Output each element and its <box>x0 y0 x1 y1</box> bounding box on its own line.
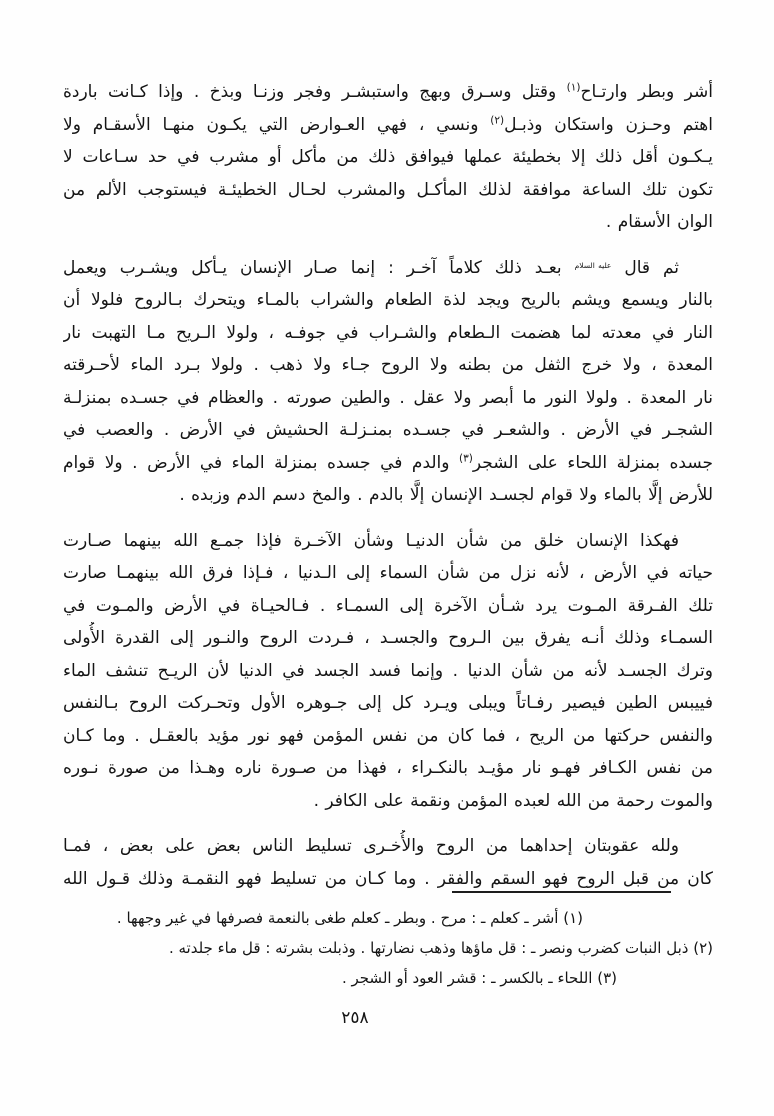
paragraph <box>63 76 713 239</box>
footnote-item: (٣) اللحاء ـ بالكسر ـ : قشر العود أو الشجر . <box>341 969 617 987</box>
paragraph <box>63 830 713 895</box>
page-number: ٢٥٨ <box>341 1008 369 1028</box>
text-line: بالنار ويسمع ويشم بالريح ويجد لذة الطعام والشراب بالمـاء ويتحرك بـالروح فلولا أن <box>63 290 713 310</box>
text-line: للأرض إلَّا بالماء ولا قوام لجسـد الإنسان إلَّا بالدم . والمخ دسم الدم وزبده . <box>179 485 713 505</box>
text-line: النار في معدته لما هضمت الـطعام والشـراب في جوفـه ، ولولا الـريح مـا التهبت نار <box>63 322 713 343</box>
text-line: حياته في الأرض ، لأنه نزل من شأن السماء إلى الـدنيا ، فـإذا فرق الله بينهمـا صارت <box>63 563 713 583</box>
footnotes <box>50 903 713 993</box>
text-line: الوان الأسقام . <box>605 212 713 232</box>
body-text <box>63 76 713 908</box>
footnote-reference: (٣) <box>459 451 473 464</box>
paragraph <box>63 252 713 512</box>
text-line: جسده بمنزلة اللحاء على الشجر$^{(٣)}$ والدم في جسده بمنزلة الماء في الأرض . ولا قوام <box>63 451 713 473</box>
text-line: وترك الجسـد لأنه من شأن الدنيا . وإنما فسد الجسد في الدنيا لأن الريـح تنشف الماء <box>63 660 713 681</box>
text-line: فييبس الطين فيصير رفـاتاً ويبلى ويـرد كل إلى جـوهره الأول وتحـركت الروح بـالنفس <box>63 693 713 713</box>
text-line: تلك الفـرقة المـوت يرد شـأن الآخرة إلى السمـاء . فـالحيـاة في الأرض والمـوت في <box>63 595 713 616</box>
text-line: أشر وبطر وارتـاح$^{(١)}$ وقتل وسـرق وبهج واستبشـر وفجر وزنـا وبذخ . وإذا كـانت باردة <box>63 81 713 102</box>
text-line: تكون تلك الساعة موافقة لذلك المأكـل والمشرب لحـال الخطيئـة فيستوجب الألم من <box>63 179 713 200</box>
footnote-item: (١) أشر ـ كعلم ـ : مرح . وبطر ـ كعلم طغى بالنعمة فصرفها في غير وجهها . <box>116 909 583 927</box>
text-line: السمـاء وذلك أنـه يفرق بين الـروح والجسـد ، فـردت الروح والنـور إلى القدرة الأُولى <box>63 628 713 648</box>
footnote-separator <box>452 891 671 893</box>
text-line: والنفس حركتها من الريح ، فما كان من نفس المؤمن فهو نور مؤيد بالعقـل . وما كـان <box>63 725 713 746</box>
text-line: من نفس الكـافر فهـو نار مؤيـد بالنكـراء ، فهذا من صـورة ناره وهـذا من صورة نـوره <box>63 758 713 778</box>
text-line: يـكـون أقل ذلك إلا بخطيئة عملها فيوافق ذلك من مأكل أو مشرب في حد سـاعات لا <box>63 147 713 167</box>
text-line: كان من قبل الروح فهو السقم والفقر . وما كـان من تسليط فهو النقمـة وذلك قـول الله <box>63 868 713 889</box>
paragraph <box>63 525 713 818</box>
text-line: المعدة ، ولا خرج الثفل من بطنه ولا الروح جـاء ولا ذهب . ولولا بـرد الماء لأحـرقته <box>63 355 713 375</box>
text-line: ثم قال عليه السلام بعـد ذلك كلاماً آخـر : إنما صـار الإنسان يـأكل ويشـرب ويعمل <box>63 257 680 278</box>
text-line: فهكذا الإنسان خلق من شأن الدنيـا وشأن الآخـرة فإذا جمـع الله بينهما صـارت <box>63 530 679 551</box>
footnote-item: (٢) ذبل النبات كضرب ونصر ـ : قل ماؤها وذهب نضارتها . وذبلت بشرته : قل ماء جلدته . <box>168 939 713 957</box>
text-line: الشجـر في الأرض . والشعـر في جسـده بمنـزلـة الحشيش في الأرض . والعصب في <box>63 420 713 440</box>
text-line: ولله عقوبتان إحداهما من الروح والأُخـرى تسليط الناس بعض على بعض ، فمـا <box>63 836 679 856</box>
footnote-reference: (١) <box>566 81 581 94</box>
text-line: نار المعدة . ولولا النور ما أبصر ولا عقل . والطين صورته . والعظام في جسـده بمنزلـة <box>63 387 713 408</box>
footnote-reference: (٢) <box>490 113 505 126</box>
text-line: والموت رحمة من الله لعبده المؤمن ونقمة على الكافر . <box>313 790 713 811</box>
text-line: اهتم وحـزن واستكان وذبـل$^{(٢)}$ ونسي ، فهي العـوارض التي يكـون منهـا الأسقـام ولا <box>63 113 713 135</box>
